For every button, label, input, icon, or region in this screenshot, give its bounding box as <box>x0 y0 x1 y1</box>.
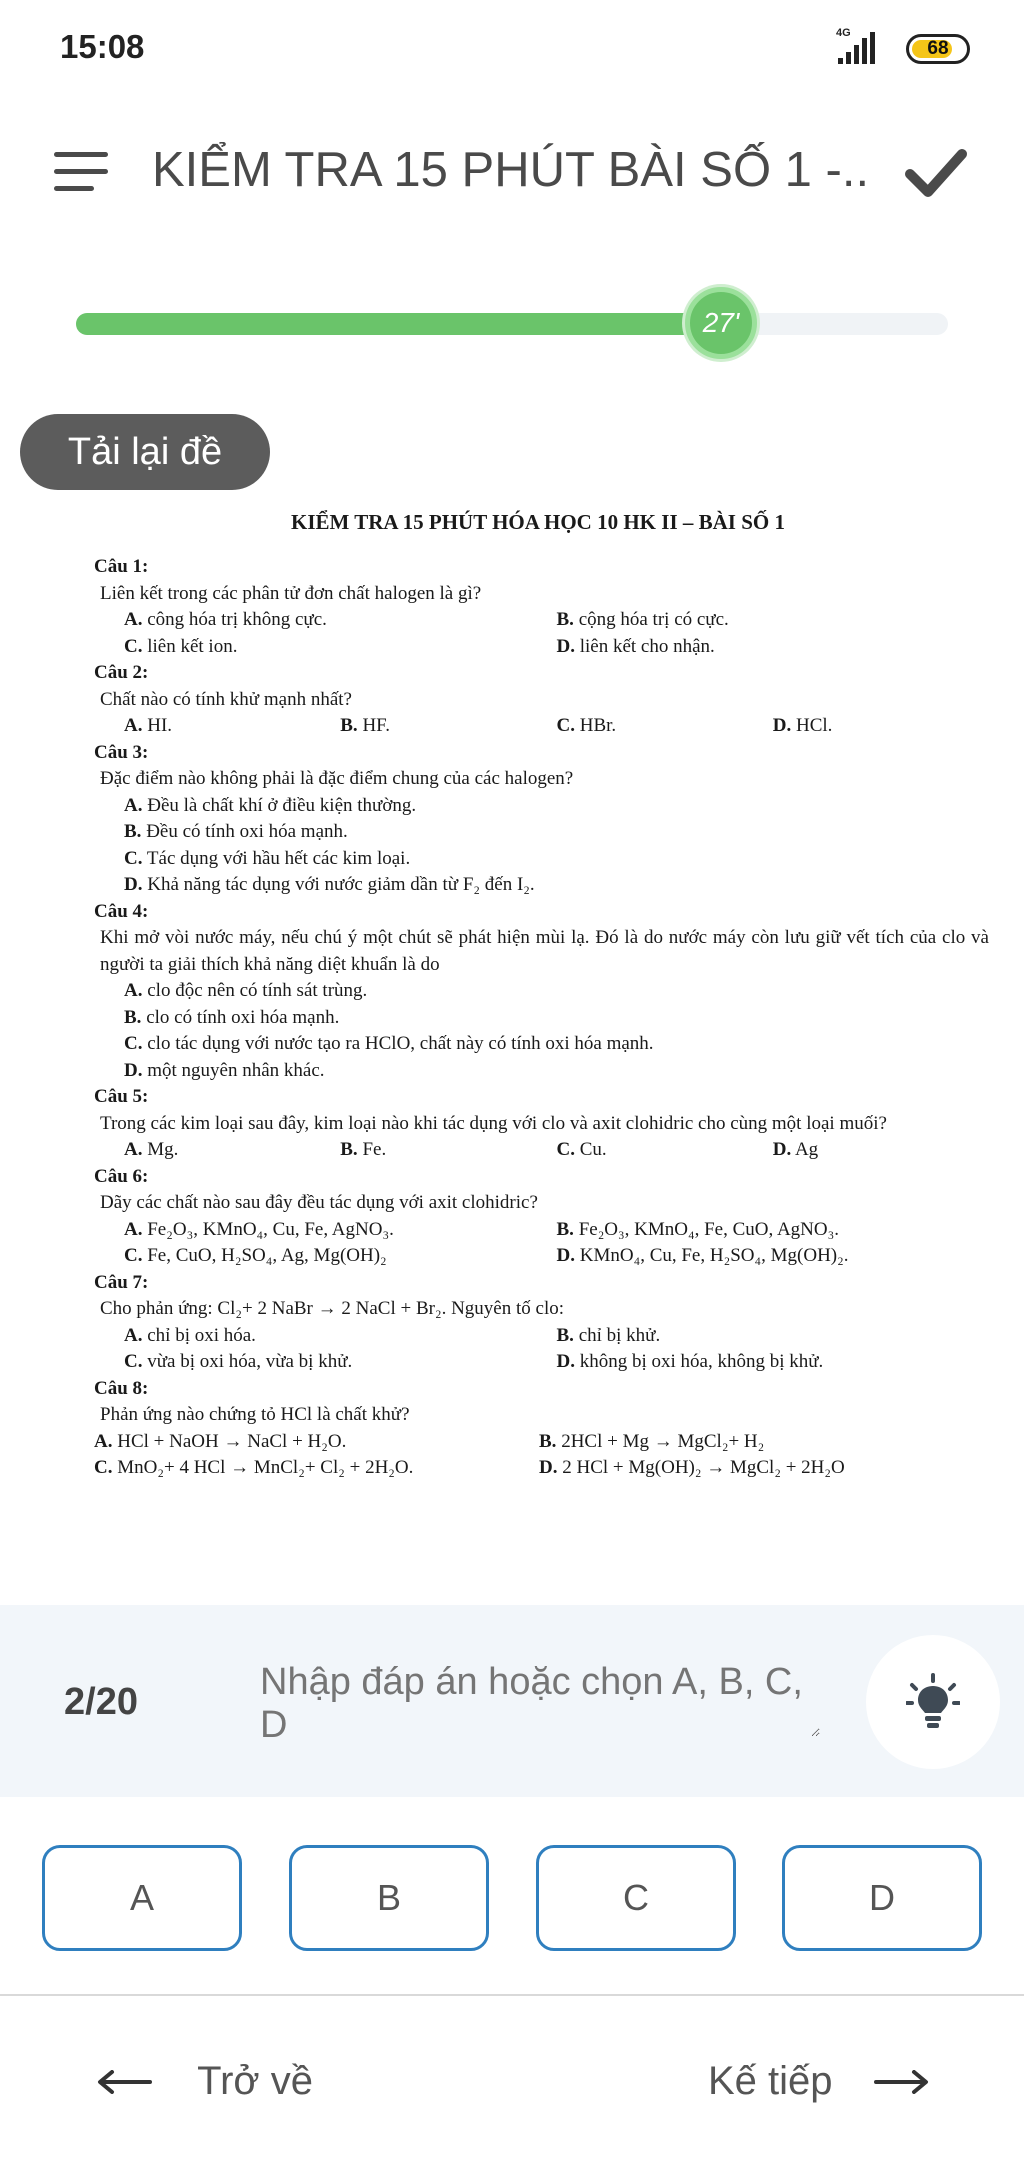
answer-option <box>94 846 989 873</box>
option-text: clo độc nên có tính sát trùng. <box>147 980 368 1001</box>
option-text: vừa bị oxi hóa, vừa bị khử. <box>147 1351 353 1372</box>
option-text: HI. <box>147 715 173 736</box>
option-key: D. <box>556 635 575 657</box>
option-key: B. <box>124 821 142 842</box>
question-heading: Câu 4: <box>94 900 149 922</box>
option-text: Fe. <box>362 1139 387 1160</box>
option-text: liên kết cho nhận. <box>579 635 715 657</box>
answer-option <box>124 713 340 740</box>
option-text: 2 HCl + Mg(OH)₂ → MgCl₂ + 2H₂O <box>562 1457 845 1478</box>
answer-option <box>773 1137 989 1164</box>
option-key: C. <box>124 847 143 869</box>
option-text: Đều có tính oxi hóa mạnh. <box>146 821 348 842</box>
option-key: C. <box>124 635 143 657</box>
option-key: A. <box>124 980 143 1001</box>
answer-option <box>124 634 557 661</box>
option-text: Fe₂O₃, KMnO₄, Fe, CuO, AgNO₃. <box>578 1218 840 1240</box>
question-heading: Câu 6: <box>94 1165 149 1187</box>
option-key: D. <box>539 1457 558 1478</box>
answer-option <box>340 713 556 740</box>
option-row <box>94 1455 989 1482</box>
option-text: Cu. <box>579 1139 607 1160</box>
answer-option <box>94 1455 539 1482</box>
answer-option <box>773 713 989 740</box>
answer-option <box>557 1323 990 1350</box>
option-key: D. <box>772 715 792 736</box>
option-key: C. <box>94 1457 113 1478</box>
timer-badge: 27' <box>685 287 757 359</box>
option-row <box>94 1349 989 1376</box>
option-row <box>94 1429 989 1456</box>
option-key: D. <box>124 874 143 895</box>
option-row <box>94 1243 989 1270</box>
choice-a-button[interactable]: A <box>42 1845 242 1951</box>
answer-option <box>557 634 990 661</box>
back-button[interactable] <box>96 2046 313 2116</box>
option-key: C. <box>124 1033 143 1054</box>
question-stem: Đặc điểm nào không phải là đặc điểm chung của các halogen? <box>100 768 574 789</box>
question-heading: Câu 7: <box>94 1271 149 1293</box>
option-key: D. <box>556 1245 575 1266</box>
option-text: Mg. <box>147 1139 179 1160</box>
arrow-left-icon <box>96 2070 152 2094</box>
divider <box>0 1994 1024 1996</box>
question-heading: Câu 5: <box>94 1086 149 1107</box>
option-row <box>94 1323 989 1350</box>
option-key: C. <box>124 1245 143 1266</box>
option-key: B. <box>556 609 574 630</box>
option-text: không bị oxi hóa, không bị khử. <box>579 1351 824 1372</box>
option-text: chỉ bị oxi hóa. <box>147 1324 256 1346</box>
answer-option <box>557 713 773 740</box>
option-key: A. <box>124 609 143 630</box>
answer-option <box>539 1429 984 1456</box>
question-stem: Phản ứng nào chứng tỏ HCl là chất khử? <box>100 1404 410 1425</box>
option-text: Khả năng tác dụng với nước giảm dần từ F₂ đến I₂. <box>147 874 535 895</box>
answer-option <box>557 1349 990 1376</box>
hint-button[interactable] <box>866 1635 1000 1769</box>
submit-check-icon[interactable] <box>904 144 968 200</box>
option-text: chỉ bị khử. <box>578 1324 661 1346</box>
option-text: HCl + NaOH → NaCl + H₂O. <box>117 1430 347 1452</box>
question-stem: Trong các kim loại sau đây, kim loại nào khi tác dụng với clo và axit clohidric cho cùng một loại muối? <box>100 1112 887 1134</box>
choice-d-button[interactable]: D <box>782 1845 982 1951</box>
status-time: 15:08 <box>60 28 145 65</box>
answer-option <box>94 1058 989 1085</box>
app-header <box>0 110 1024 230</box>
option-text: HF. <box>362 715 390 736</box>
option-row <box>94 607 989 634</box>
option-text: Fe, CuO, H₂SO₄, Ag, Mg(OH)₂ <box>147 1245 387 1266</box>
option-key: C. <box>124 1351 143 1372</box>
answer-option <box>94 872 989 899</box>
option-key: D. <box>556 1351 575 1372</box>
answer-option <box>124 607 557 634</box>
answer-option <box>94 1005 989 1032</box>
question-stem: Cho phản ứng: Cl₂+ 2 NaBr → 2 NaCl + Br₂. Nguyên tố clo: <box>100 1298 564 1319</box>
lightbulb-icon <box>906 1673 960 1731</box>
answer-option <box>124 1323 557 1350</box>
battery-icon <box>906 34 970 64</box>
option-text: công hóa trị không cực. <box>147 609 327 630</box>
option-key: D. <box>772 1139 792 1160</box>
exam-title: KIỂM TRA 15 PHÚT HÓA HỌC 10 HK II – BÀI SỐ 1 <box>291 510 785 534</box>
battery-percent: 68 <box>927 38 949 59</box>
status-bar <box>0 0 1024 100</box>
option-key: A. <box>124 794 143 816</box>
option-text: clo có tính oxi hóa mạnh. <box>146 1006 340 1028</box>
option-row <box>94 1137 989 1164</box>
option-key: B. <box>124 1006 142 1028</box>
option-text: KMnO₄, Cu, Fe, H₂SO₄, Mg(OH)₂. <box>579 1245 849 1266</box>
page-title: KIỂM TRA 15 PHÚT BÀI SỐ 1 -.. <box>152 143 870 197</box>
answer-option <box>124 1217 557 1244</box>
answer-option <box>94 1031 989 1058</box>
option-key: B. <box>340 1139 358 1160</box>
option-text: một nguyên nhân khác. <box>147 1059 325 1081</box>
signal-icon <box>834 30 890 66</box>
menu-icon[interactable] <box>54 152 108 192</box>
answer-option <box>557 1137 773 1164</box>
question-stem: Khi mở vòi nước máy, nếu chú ý một chút sẽ phát hiện mùi lạ. Đó là do nước máy còn lưu giữ vết tích của clo và người ta giải thích khả năng diệt khuẩn là do <box>100 927 989 975</box>
timer-progress-fill <box>76 313 721 335</box>
question-counter: 2/20 <box>64 1681 138 1723</box>
answer-option <box>557 1217 990 1244</box>
question-heading: Câu 1: <box>94 556 149 577</box>
answer-input[interactable] <box>260 1661 820 1737</box>
answer-bar <box>0 1605 1024 1797</box>
choice-b-button[interactable]: B <box>289 1845 489 1951</box>
option-key: A. <box>94 1430 113 1452</box>
answer-option <box>557 607 990 634</box>
option-text: clo tác dụng với nước tạo ra HClO, chất này có tính oxi hóa mạnh. <box>147 1033 654 1054</box>
option-key: C. <box>556 1139 575 1160</box>
option-row <box>94 713 989 740</box>
option-key: B. <box>556 1324 574 1346</box>
option-text: 2HCl + Mg → MgCl₂+ H₂ <box>561 1430 765 1452</box>
network-type: 4G <box>836 27 851 39</box>
option-text: Fe₂O₃, KMnO₄, Cu, Fe, AgNO₃. <box>147 1218 394 1240</box>
back-label: Trở về <box>197 2059 313 2104</box>
option-key: A. <box>124 1218 143 1240</box>
question-heading: Câu 3: <box>94 741 149 763</box>
option-text: MnO₂+ 4 HCl → MnCl₂+ Cl₂ + 2H₂O. <box>117 1457 414 1478</box>
question-heading: Câu 2: <box>94 662 149 683</box>
option-row <box>94 1217 989 1244</box>
option-text: Ag <box>794 1139 819 1160</box>
option-row <box>94 634 989 661</box>
answer-option <box>94 819 989 846</box>
option-key: B. <box>556 1218 574 1240</box>
next-button[interactable] <box>708 2046 930 2116</box>
option-key: C. <box>556 715 575 736</box>
option-text: Đều là chất khí ở điều kiện thường. <box>147 794 417 816</box>
answer-option <box>94 1429 539 1456</box>
answer-option <box>539 1455 984 1482</box>
answer-option <box>124 1137 340 1164</box>
answer-option <box>557 1243 990 1270</box>
option-text: Tác dụng với hầu hết các kim loại. <box>146 847 411 869</box>
option-key: A. <box>124 715 143 736</box>
answer-option <box>94 978 989 1005</box>
exam-document <box>0 500 1024 1510</box>
answer-option <box>340 1137 556 1164</box>
choice-c-button[interactable]: C <box>536 1845 736 1951</box>
option-key: D. <box>124 1059 143 1081</box>
answer-option <box>124 1243 557 1270</box>
next-label: Kế tiếp <box>708 2059 833 2104</box>
option-text: cộng hóa trị có cực. <box>578 609 729 630</box>
option-text: HBr. <box>579 715 617 736</box>
option-key: B. <box>340 715 358 736</box>
question-heading: Câu 8: <box>94 1377 149 1399</box>
exam-questions <box>94 554 989 1482</box>
reload-exam-button[interactable]: Tải lại đề <box>20 414 270 490</box>
question-stem: Dãy các chất nào sau đây đều tác dụng với axit clohidric? <box>100 1192 538 1213</box>
arrow-right-icon <box>874 2070 930 2094</box>
timer-progress-bar <box>76 307 948 338</box>
answer-option <box>94 793 989 820</box>
option-text: liên kết ion. <box>147 635 238 657</box>
option-key: A. <box>124 1324 143 1346</box>
question-stem: Liên kết trong các phân tử đơn chất halogen là gì? <box>100 582 482 604</box>
option-key: A. <box>124 1139 143 1160</box>
answer-option <box>124 1349 557 1376</box>
option-key: B. <box>539 1430 557 1452</box>
option-text: HCl. <box>795 715 833 736</box>
question-stem: Chất nào có tính khử mạnh nhất? <box>100 688 352 710</box>
